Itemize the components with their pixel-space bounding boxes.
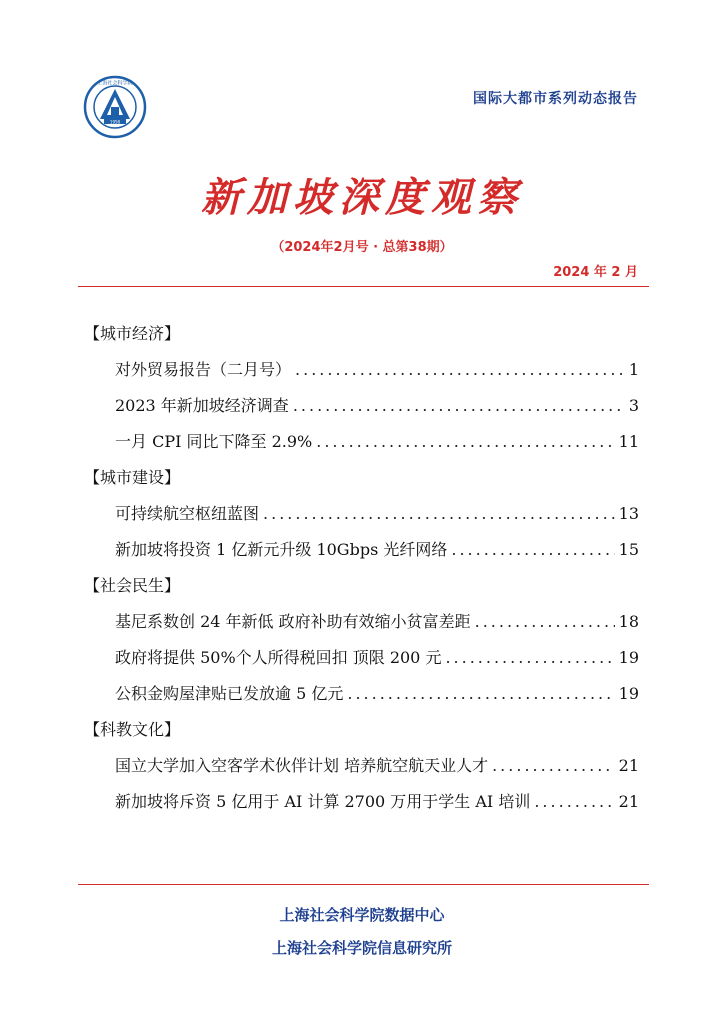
toc-section-title: 【科教文化】 — [84, 720, 181, 739]
dot-leader — [263, 496, 615, 532]
toc-entry[interactable] — [84, 388, 639, 424]
toc-entry-title: 新加坡将投资 1 亿新元升级 10Gbps 光纤网络 — [115, 540, 448, 559]
toc-entry-title: 国立大学加入空客学术伙伴计划 培养航空航天业人才 — [115, 756, 489, 775]
toc-entry[interactable] — [84, 424, 639, 460]
toc-entry[interactable] — [84, 532, 639, 568]
toc-entry-page: 19 — [618, 684, 639, 703]
svg-text:1958: 1958 — [109, 119, 121, 125]
publisher-institute: 上海社会科学院信息研究所 — [271, 939, 452, 957]
toc-section — [84, 568, 639, 712]
toc-entry[interactable] — [84, 496, 639, 532]
toc-section-title: 【社会民生】 — [84, 576, 181, 595]
dot-leader — [293, 388, 625, 424]
toc-entry-page: 19 — [618, 648, 639, 667]
dot-leader — [451, 532, 614, 568]
publisher-data-center: 上海社会科学院数据中心 — [279, 906, 445, 924]
dot-leader — [316, 424, 614, 460]
dot-leader — [534, 784, 614, 820]
toc-entry-title: 公积金购屋津贴已发放逾 5 亿元 — [115, 684, 344, 703]
toc-entry-page: 13 — [618, 504, 639, 523]
toc-entry[interactable] — [84, 352, 639, 388]
toc-entry-page: 15 — [618, 540, 639, 559]
toc-entry[interactable] — [84, 784, 639, 820]
dot-leader — [492, 748, 615, 784]
publication-title: 新加坡深度观察 — [201, 174, 523, 221]
toc-entry-title: 2023 年新加坡经济调查 — [115, 396, 289, 415]
toc-entry-title: 对外贸易报告（二月号） — [115, 360, 292, 379]
toc-entry-title: 新加坡将斥资 5 亿用于 AI 计算 2700 万用于学生 AI 培训 — [115, 792, 531, 811]
svg-text:上海社会科学院: 上海社会科学院 — [97, 80, 133, 87]
bottom-divider — [78, 884, 649, 885]
toc-entry-page: 3 — [628, 396, 639, 415]
dot-leader — [445, 640, 614, 676]
institution-logo-icon — [83, 75, 147, 139]
toc-entry-title: 基尼系数创 24 年新低 政府补助有效缩小贫富差距 — [115, 612, 471, 631]
toc-section-title: 【城市经济】 — [84, 324, 181, 343]
dot-leader — [295, 352, 625, 388]
toc-section — [84, 316, 639, 460]
toc-entry[interactable] — [84, 604, 639, 640]
top-divider — [78, 286, 649, 287]
toc-section — [84, 712, 639, 820]
toc-entry[interactable] — [84, 748, 639, 784]
series-name: 国际大都市系列动态报告 — [473, 91, 638, 107]
toc-entry-title: 可持续航空枢纽蓝图 — [115, 504, 260, 523]
issue-number: （2024年2月号 · 总第38期） — [271, 240, 453, 255]
publication-date: 2024 年 2 月 — [553, 265, 638, 280]
dot-leader — [475, 604, 615, 640]
toc-section — [84, 460, 639, 568]
toc-entry[interactable] — [84, 640, 639, 676]
toc-entry-page: 1 — [628, 360, 639, 379]
toc-entry-page: 18 — [618, 612, 639, 631]
toc-entry-title: 一月 CPI 同比下降至 2.9% — [115, 432, 313, 451]
toc-section-title: 【城市建设】 — [84, 468, 181, 487]
toc-entry[interactable] — [84, 676, 639, 712]
toc-entry-title: 政府将提供 50%个人所得税回扣 顶限 200 元 — [115, 648, 442, 667]
table-of-contents — [84, 316, 639, 820]
toc-entry-page: 21 — [618, 756, 639, 775]
dot-leader — [347, 676, 614, 712]
toc-entry-page: 11 — [618, 432, 639, 451]
toc-entry-page: 21 — [618, 792, 639, 811]
